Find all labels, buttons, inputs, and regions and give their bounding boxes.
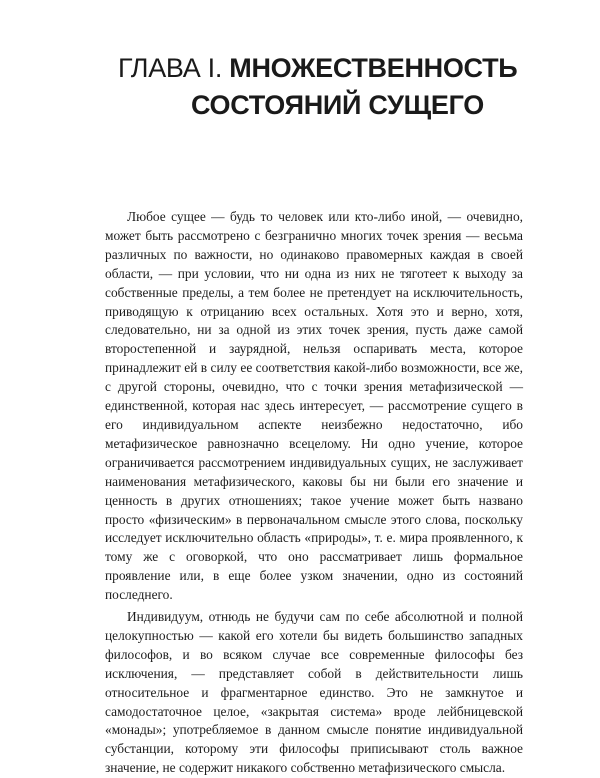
chapter-number: ГЛАВА I. <box>118 53 223 83</box>
chapter-title-part-1: МНОЖЕСТВЕННОСТЬ <box>229 53 518 83</box>
paragraph-2: Индивидуум, отнюдь не будучи сам по себе абсолютной и полной целокупностью — какой его хотели бы видеть большинство западных философов, и во всяком случае все современные философы без исключения, — представляет собой в действительности лишь относительное и фрагментарное единство. Это не замкнутое и самодостаточное целое, «закрытая система» вроде лейбницевской «монады»; употребляемое в данном смысле понятие индивидуальной субстанции, которому эти философы приписывают столь важное значение, не содержит никакого собственно метафизического смысла. <box>105 609 523 776</box>
body-text <box>105 208 523 778</box>
paragraph-1: Любое сущее — будь то человек или кто-либо иной, — очевидно, может быть рассмотрено с безгранично многих точек зрения — весьма различных по важности, но одинаково правомерных каждая в своей области, — при условии, что ни одна из них не тяготеет к выходу за собственные пределы, а тем более не претендует на исключительность, приводящую к отрицанию всех остальных. Хотя это и верно, хотя, следовательно, ни за одной из этих точек зрения, пусть даже самой второстепенной и заурядной, нельзя оспаривать места, которое принадлежит ей в силу ее соответствия какой-либо возможности, все же, с другой стороны, очевидно, что с точки зрения метафизической — единственной, которая нас здесь интересует, — рассмотрение сущего в его индивидуальном аспекте неизбежно недостаточно, ибо метафизическое равнозначно всецелому. Ни одно учение, которое ограничивается рассмотрением индивидуальных сущих, не заслуживает наименования метафизического, каковы бы ни были его значение и ценность в других отношениях; такое учение может быть названо просто «физическим» в первоначальном смысле этого слова, поскольку исследует исключительно область «природы», т. е. мира проявленного, к тому же с оговоркой, что оно рассматривает лишь формальное проявление или, в еще более узком значении, одно из состояний последнего. <box>105 209 523 603</box>
chapter-title-part-2: СОСТОЯНИЙ СУЩЕГО <box>191 90 484 120</box>
chapter-title <box>118 50 538 124</box>
chapter-title-line-1 <box>118 50 538 87</box>
